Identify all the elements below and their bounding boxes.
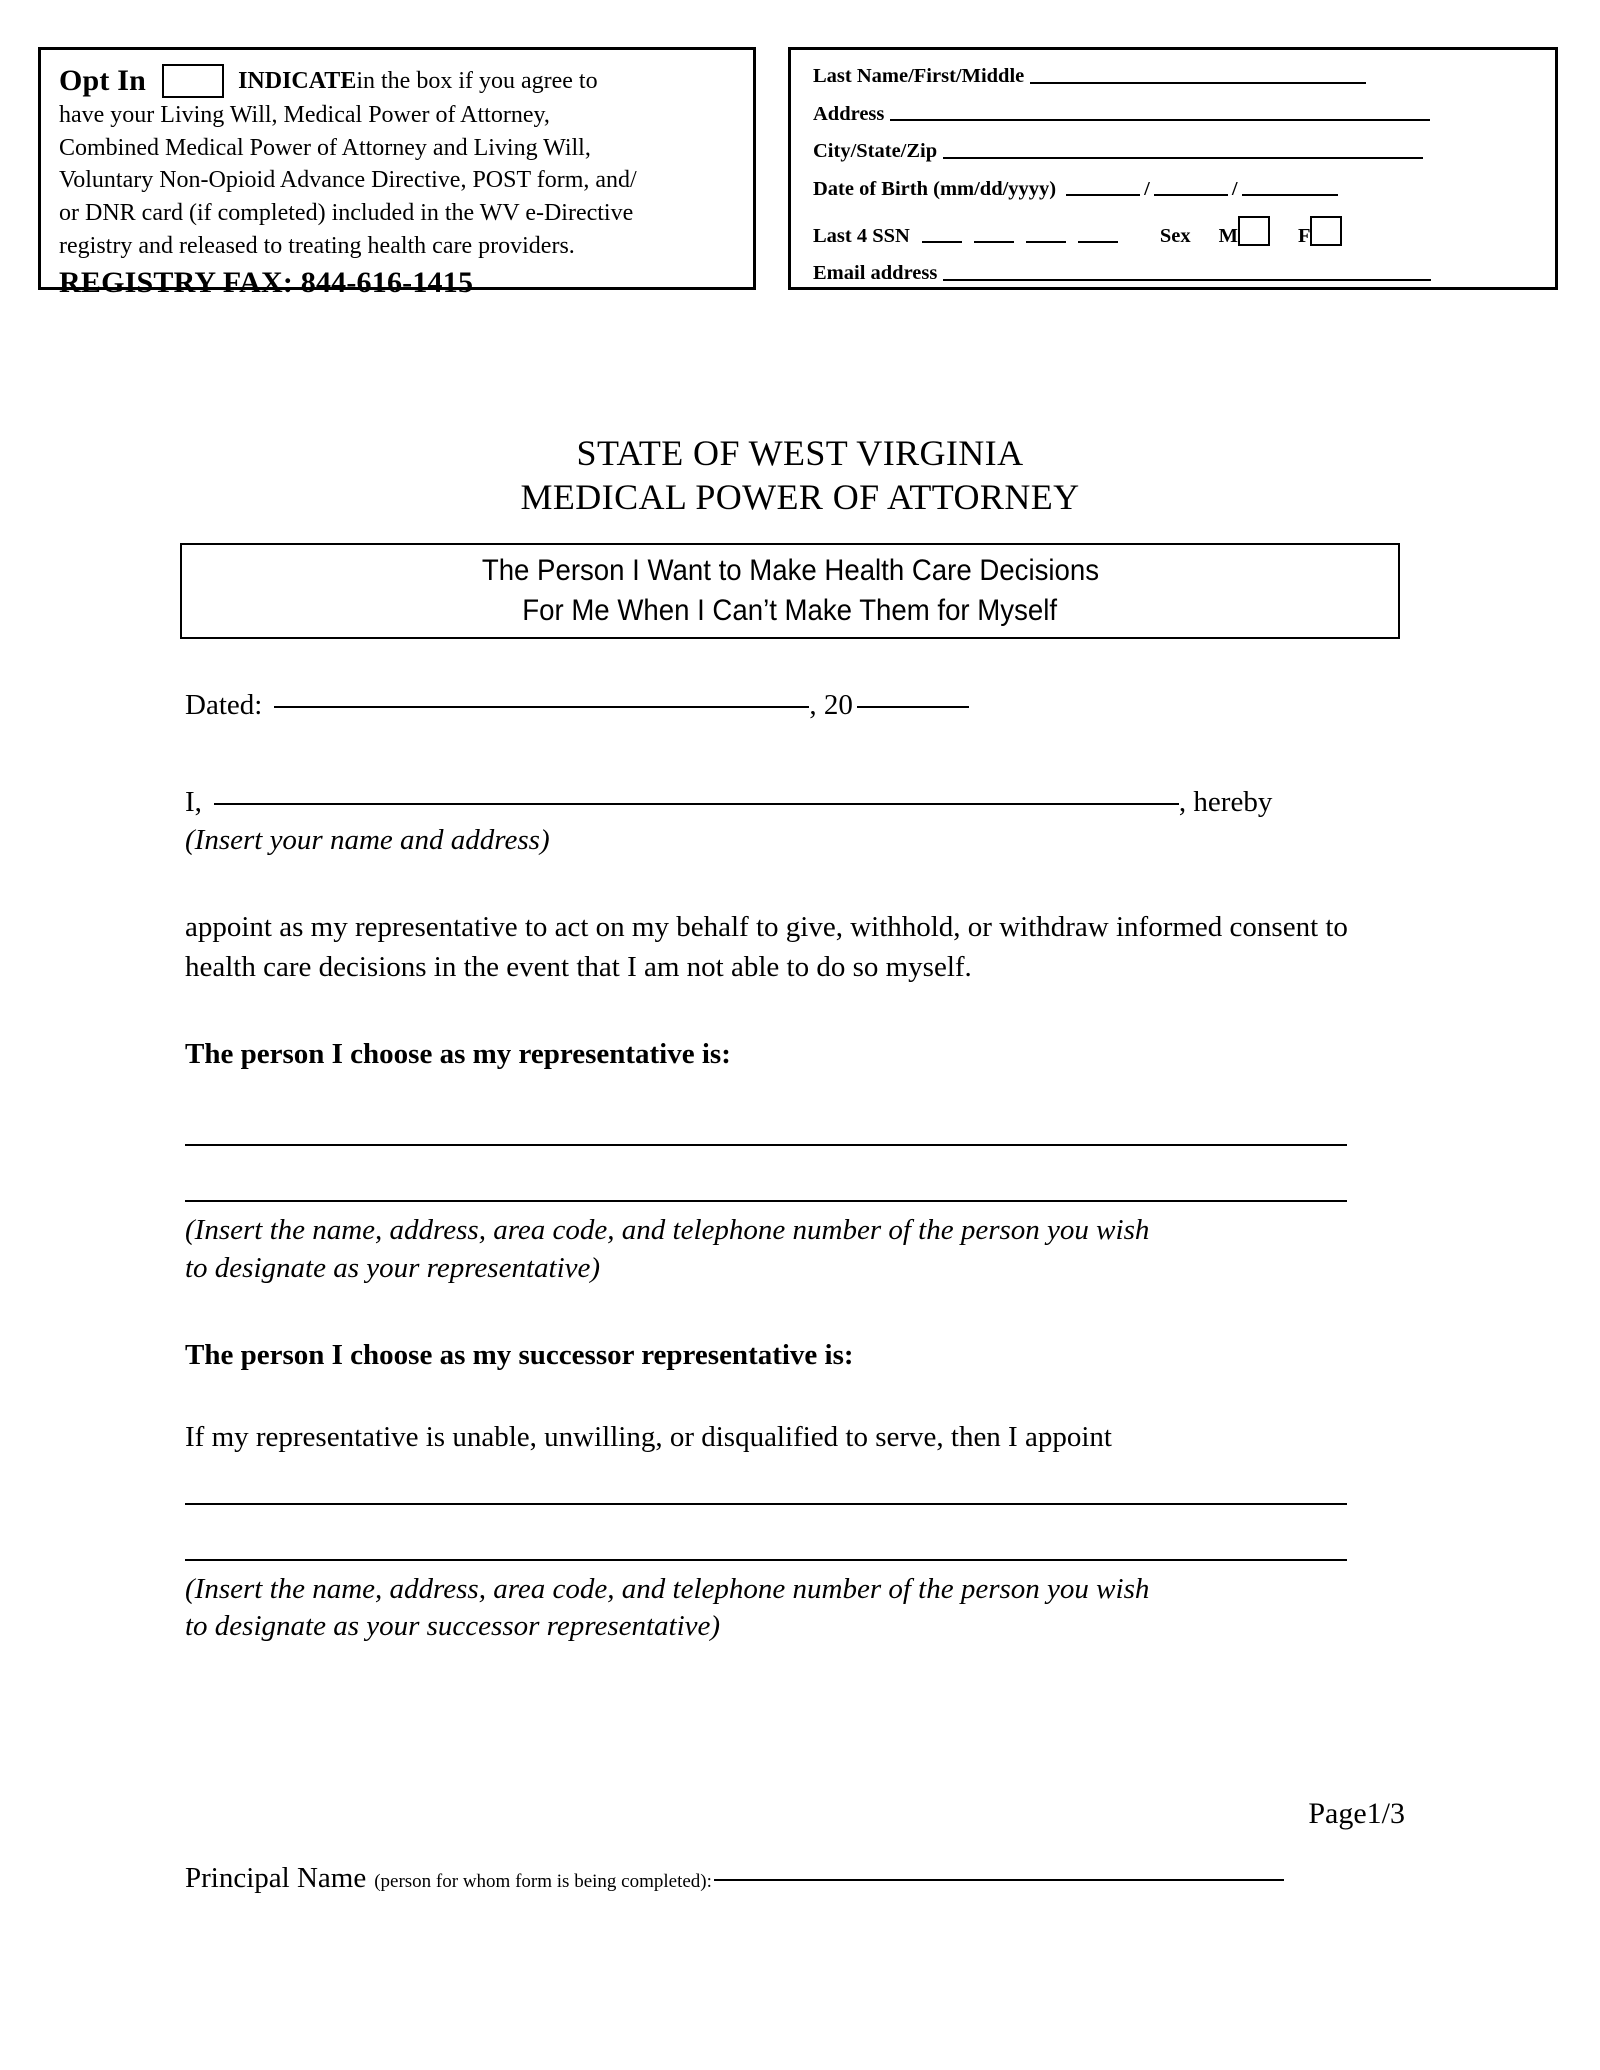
ssn-digit-4[interactable] <box>1078 241 1118 243</box>
opt-in-box <box>38 47 756 300</box>
insert-name-address-note: (Insert your name and address) <box>185 823 550 856</box>
opt-in-label: Opt In <box>59 64 147 97</box>
email-row <box>813 263 1545 284</box>
dated-year-prefix: , 20 <box>809 689 853 721</box>
ssn-label: Last 4 SSN <box>813 224 910 247</box>
sex-male-checkbox[interactable] <box>1238 216 1270 246</box>
registry-fax-line: REGISTRY FAX: 844-616-1415 <box>59 266 474 300</box>
sex-label: Sex <box>1159 224 1191 247</box>
sex-female-checkbox[interactable] <box>1310 216 1342 246</box>
city-state-zip-input[interactable] <box>943 157 1423 159</box>
last-name-row <box>813 66 1545 87</box>
opt-in-body <box>59 99 739 262</box>
principal-name-input[interactable] <box>714 1879 1284 1881</box>
representative-note-line-2: to designate as your representative) <box>185 1251 601 1284</box>
opt-in-first-line <box>59 64 739 98</box>
representative-heading: The person I choose as my representative is: <box>185 1038 731 1071</box>
subtitle-line-1: The Person I Want to Make Health Care Decisions <box>481 554 1099 588</box>
declarant-line <box>185 783 1410 822</box>
principal-name-row <box>185 1862 1410 1895</box>
ssn-sex-row <box>813 216 1545 246</box>
address-row <box>813 104 1545 125</box>
opt-in-body-line: registry and released to treating health care providers. <box>59 232 575 259</box>
representative-note <box>185 1212 1410 1287</box>
address-input[interactable] <box>890 119 1430 121</box>
last-name-input[interactable] <box>1030 82 1366 84</box>
email-input[interactable] <box>943 279 1431 281</box>
opt-in-checkbox[interactable] <box>162 64 224 98</box>
title-line-1: STATE OF WEST VIRGINIA <box>576 433 1024 473</box>
dob-day-input[interactable] <box>1154 194 1228 196</box>
declarant-name-input[interactable] <box>214 803 1179 805</box>
appoint-paragraph: appoint as my representative to act on my behalf to give, withhold, or withdraw informed consent to health care decisions in the event that I am not able to do so myself. <box>185 911 1348 984</box>
dob-year-input[interactable] <box>1242 194 1338 196</box>
i-label: I, <box>185 785 202 818</box>
successor-note-line-1: (Insert the name, address, area code, and telephone number of the person you wish <box>185 1572 1150 1605</box>
dob-label: Date of Birth (mm/dd/yyyy) <box>813 177 1057 200</box>
hereby-text: , hereby <box>1178 785 1273 818</box>
email-label: Email address <box>813 262 938 284</box>
subtitle-line-2: For Me When I Can’t Make Them for Myself <box>522 594 1058 627</box>
successor-note-line-2: to designate as your successor representative) <box>185 1610 721 1643</box>
opt-in-body-line: Combined Medical Power of Attorney and Living Will, <box>59 134 591 161</box>
representative-line-2[interactable] <box>185 1200 1347 1202</box>
last-name-label: Last Name/First/Middle <box>813 65 1025 87</box>
title-line-2: MEDICAL POWER OF ATTORNEY <box>520 476 1080 517</box>
dob-slash-2: / <box>1231 177 1238 200</box>
principal-name-sublabel: (person for whom form is being completed): <box>374 1871 712 1892</box>
city-state-zip-label: City/State/Zip <box>813 140 938 162</box>
dated-label: Dated: <box>185 689 263 721</box>
representative-note-line-1: (Insert the name, address, area code, and telephone number of the person you wish <box>185 1214 1150 1247</box>
sex-female-label: F <box>1297 224 1311 247</box>
dated-input[interactable] <box>274 706 809 708</box>
opt-in-body-line: Voluntary Non-Opioid Advance Directive, POST form, and/ <box>59 167 637 194</box>
dob-row <box>813 179 1545 200</box>
dob-slash-1: / <box>1144 177 1150 200</box>
opt-in-body-line: have your Living Will, Medical Power of Attorney, <box>59 102 550 128</box>
page-title <box>0 432 1600 519</box>
successor-intro: If my representative is unable, unwilling, or disqualified to serve, then I appoint <box>185 1420 1112 1453</box>
header-boxes <box>38 47 1558 300</box>
successor-heading: The person I choose as my successor representative is: <box>185 1338 854 1371</box>
subtitle-box <box>180 543 1400 639</box>
dob-month-input[interactable] <box>1066 194 1140 196</box>
ssn-digit-2[interactable] <box>974 241 1014 243</box>
page-number: Page1/3 <box>1308 1797 1405 1830</box>
form-body <box>185 686 1410 1646</box>
indicate-rest: in the box if you agree to <box>356 68 598 94</box>
ssn-digit-3[interactable] <box>1026 241 1066 243</box>
city-state-zip-row <box>813 141 1545 162</box>
successor-line-2[interactable] <box>185 1559 1347 1561</box>
principal-name-label: Principal Name <box>185 1862 367 1894</box>
dated-line <box>185 686 1410 725</box>
address-label: Address <box>813 102 885 125</box>
patient-info-box <box>788 47 1558 290</box>
dated-year-input[interactable] <box>857 706 969 708</box>
indicate-label: INDICATE <box>238 68 357 94</box>
successor-note <box>185 1571 1410 1646</box>
ssn-digit-1[interactable] <box>922 241 962 243</box>
opt-in-body-line: or DNR card (if completed) included in the WV e-Directive <box>59 199 634 226</box>
sex-male-label: M <box>1218 224 1238 247</box>
